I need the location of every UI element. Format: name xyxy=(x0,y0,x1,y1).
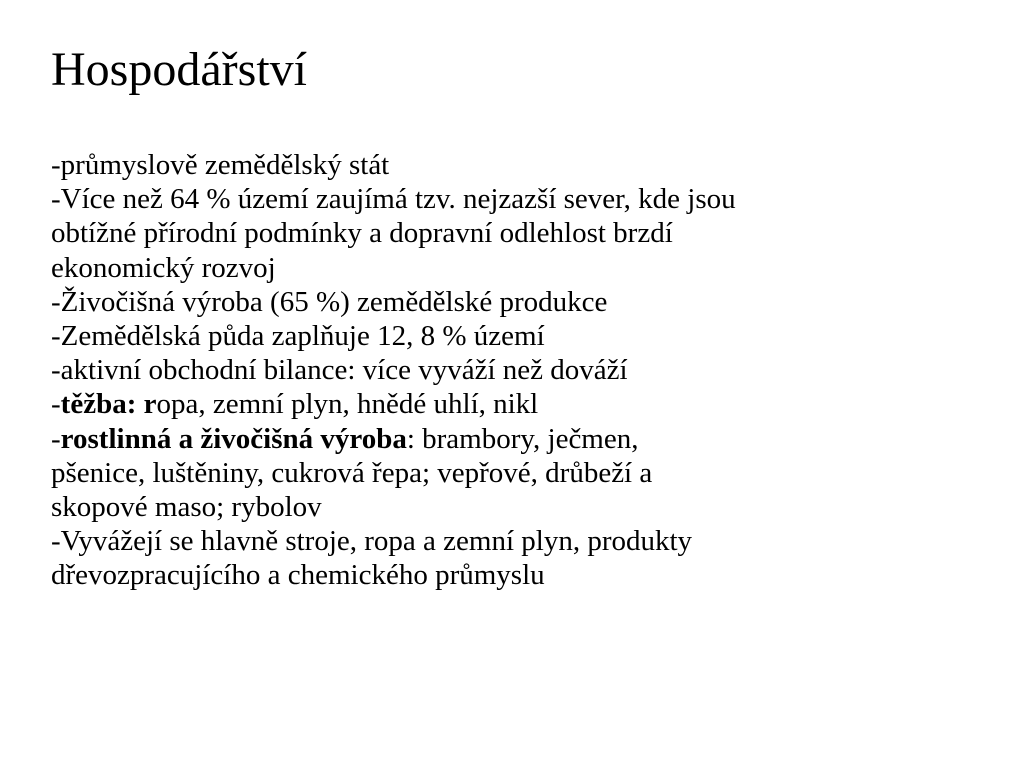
body-line-9-dash: - xyxy=(51,422,61,455)
slide-body xyxy=(51,148,971,593)
body-line-2: -Více než 64 % území zaujímá tzv. nejzazší sever, kde jsou xyxy=(51,183,736,216)
body-line-9-bold: rostlinná a živočišná výroba xyxy=(60,422,407,455)
body-line-1: -průmyslově zemědělský stát xyxy=(51,149,390,181)
body-line-8-bold: těžba: r xyxy=(60,388,157,421)
body-line-6: -Zemědělská půda zaplňuje 12, 8 % území xyxy=(51,320,545,353)
body-line-9 xyxy=(51,422,971,456)
body-line-13: dřevozpracujícího a chemického průmyslu xyxy=(51,559,545,592)
body-line-4: ekonomický rozvoj xyxy=(51,251,276,284)
body-line-3: obtížné přírodní podmínky a dopravní odlehlost brzdí xyxy=(51,217,673,250)
body-line-8 xyxy=(51,387,971,421)
body-line-5: -Živočišná výroba (65 %) zemědělské produkce xyxy=(51,285,608,318)
body-line-11: skopové maso; rybolov xyxy=(51,491,322,524)
body-line-12: -Vyvážejí se hlavně stroje, ropa a zemní plyn, produkty xyxy=(51,525,693,558)
body-line-7: -aktivní obchodní bilance: více vyváží než dováží xyxy=(51,354,628,387)
body-line-8-rest: opa, zemní plyn, hnědé uhlí, nikl xyxy=(156,388,539,421)
body-line-10: pšenice, luštěniny, cukrová řepa; vepřové, drůbeží a xyxy=(51,456,653,489)
body-line-9-rest: : brambory, ječmen, xyxy=(406,422,639,455)
slide-title: Hospodářství xyxy=(51,43,307,96)
body-line-8-dash: - xyxy=(51,388,61,421)
